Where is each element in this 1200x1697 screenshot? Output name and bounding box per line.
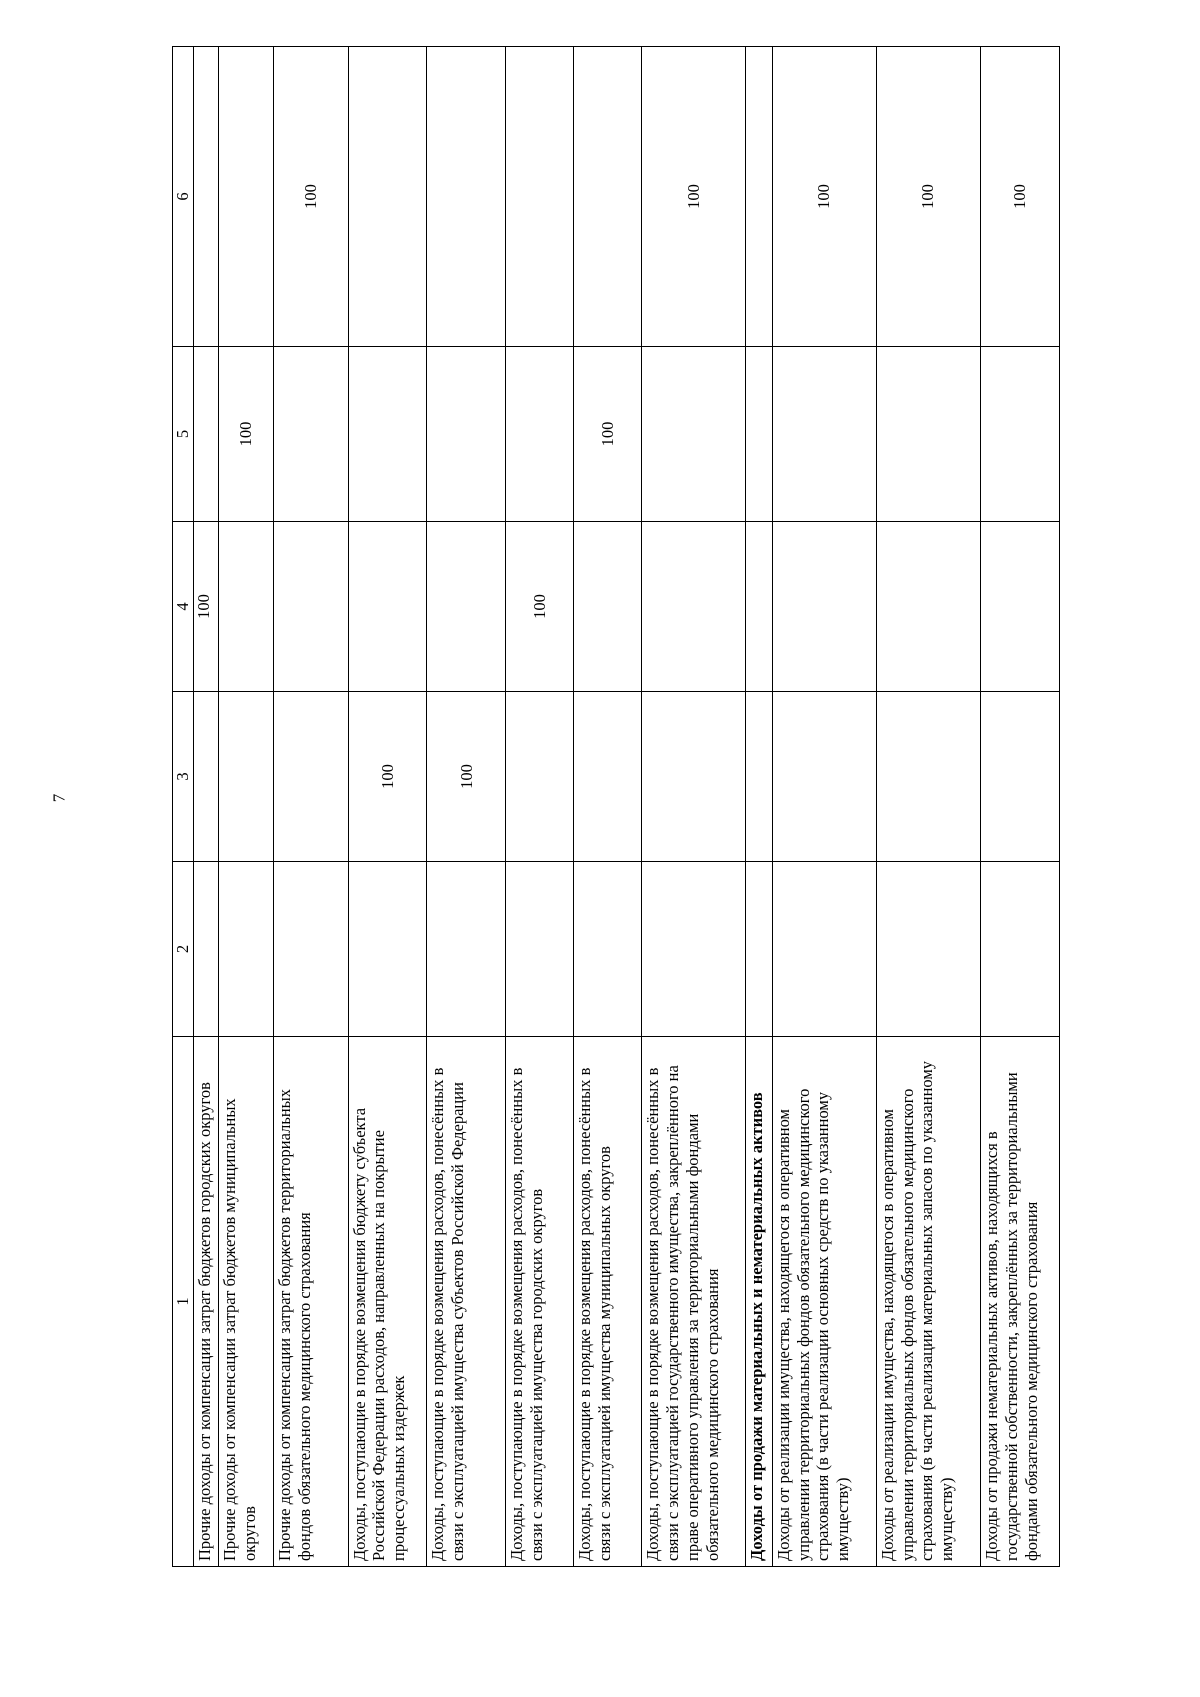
table-row bbox=[574, 47, 642, 1567]
value-cell bbox=[980, 522, 1059, 692]
value-cell bbox=[506, 47, 574, 347]
value-cell bbox=[274, 692, 349, 862]
value-cell bbox=[219, 47, 274, 347]
value-cell bbox=[746, 862, 772, 1037]
value-cell bbox=[772, 522, 876, 692]
value-cell bbox=[194, 692, 219, 862]
value-cell bbox=[427, 862, 506, 1037]
value-cell bbox=[219, 692, 274, 862]
section-heading: Доходы от продажи материальных и нематериальных активов bbox=[746, 1037, 772, 1567]
value-cell bbox=[427, 47, 506, 347]
value-cell bbox=[574, 862, 642, 1037]
table-row bbox=[980, 47, 1059, 1567]
value-cell bbox=[772, 692, 876, 862]
value-cell bbox=[574, 522, 642, 692]
value-cell bbox=[194, 347, 219, 522]
table-row bbox=[348, 47, 427, 1567]
value-cell bbox=[506, 692, 574, 862]
value-cell bbox=[642, 347, 746, 522]
column-header: 1 bbox=[173, 1037, 194, 1567]
value-cell bbox=[574, 47, 642, 347]
value-cell bbox=[772, 862, 876, 1037]
column-header: 2 bbox=[173, 862, 194, 1037]
row-label: Прочие доходы от компенсации затрат бюджетов муниципальных округов bbox=[219, 1037, 274, 1567]
value-cell bbox=[876, 347, 980, 522]
column-header: 6 bbox=[173, 47, 194, 347]
value-cell bbox=[980, 692, 1059, 862]
value-cell: 100 bbox=[506, 522, 574, 692]
value-cell bbox=[746, 522, 772, 692]
row-label: Прочие доходы от компенсации затрат бюджетов территориальных фондов обязательного медицинского страхования bbox=[274, 1037, 349, 1567]
value-cell bbox=[427, 522, 506, 692]
row-label: Доходы от реализации имущества, находящегося в оперативном управлении территориальных фондов обязательного медицинского страхования (в части реализации материальных запасов по указанному имуществу) bbox=[876, 1037, 980, 1567]
column-header: 3 bbox=[173, 692, 194, 862]
row-label: Доходы, поступающие в порядке возмещения расходов, понесённых в связи с эксплуатацией имущества муниципальных округов bbox=[574, 1037, 642, 1567]
table-row bbox=[427, 47, 506, 1567]
value-cell bbox=[194, 47, 219, 347]
table-row bbox=[642, 47, 746, 1567]
row-label: Доходы, поступающие в порядке возмещения расходов, понесённых в связи с эксплуатацией государственного имущества, закреплённого на праве оперативного управления за территориальными фондами обязательного медицинского страхования bbox=[642, 1037, 746, 1567]
row-label: Доходы, поступающие в порядке возмещения расходов, понесённых в связи с эксплуатацией имущества субъектов Российской Федерации bbox=[427, 1037, 506, 1567]
table-row bbox=[772, 47, 876, 1567]
value-cell: 100 bbox=[219, 347, 274, 522]
value-cell: 100 bbox=[348, 692, 427, 862]
value-cell: 100 bbox=[274, 47, 349, 347]
row-label: Доходы, поступающие в порядке возмещения бюджету субъекта Российской Федерации расходов, направленных на покрытие процессуальных издержек bbox=[348, 1037, 427, 1567]
value-cell: 100 bbox=[980, 47, 1059, 347]
value-cell bbox=[219, 862, 274, 1037]
value-cell: 100 bbox=[642, 47, 746, 347]
value-cell bbox=[274, 862, 349, 1037]
value-cell bbox=[746, 692, 772, 862]
value-cell: 100 bbox=[876, 47, 980, 347]
value-cell bbox=[876, 862, 980, 1037]
value-cell bbox=[980, 862, 1059, 1037]
value-cell bbox=[876, 522, 980, 692]
value-cell bbox=[574, 692, 642, 862]
value-cell bbox=[642, 522, 746, 692]
table-row bbox=[876, 47, 980, 1567]
value-cell: 100 bbox=[574, 347, 642, 522]
value-cell bbox=[194, 862, 219, 1037]
table-section-row bbox=[746, 47, 772, 1567]
value-cell bbox=[980, 347, 1059, 522]
row-label: Доходы, поступающие в порядке возмещения расходов, понесённых в связи с эксплуатацией имущества городских округов bbox=[506, 1037, 574, 1567]
value-cell bbox=[642, 862, 746, 1037]
value-cell: 100 bbox=[772, 47, 876, 347]
value-cell bbox=[348, 47, 427, 347]
table-row bbox=[274, 47, 349, 1567]
value-cell bbox=[348, 522, 427, 692]
table-row bbox=[194, 47, 219, 1567]
value-cell bbox=[274, 347, 349, 522]
value-cell bbox=[506, 862, 574, 1037]
value-cell bbox=[876, 692, 980, 862]
row-label: Прочие доходы от компенсации затрат бюджетов городских округов bbox=[194, 1037, 219, 1567]
column-header: 5 bbox=[173, 347, 194, 522]
table-header-row bbox=[173, 47, 194, 1567]
value-cell bbox=[348, 862, 427, 1037]
value-cell bbox=[348, 347, 427, 522]
column-header: 4 bbox=[173, 522, 194, 692]
value-cell bbox=[746, 47, 772, 347]
value-cell bbox=[274, 522, 349, 692]
value-cell bbox=[746, 347, 772, 522]
value-cell bbox=[427, 347, 506, 522]
table-row bbox=[219, 47, 274, 1567]
row-label: Доходы от продажи нематериальных активов, находящихся в государственной собственности, закреплённых за территориальными фондами обязательного медицинского страхования bbox=[980, 1037, 1059, 1567]
value-cell bbox=[642, 692, 746, 862]
row-label: Доходы от реализации имущества, находящегося в оперативном управлении территориальных фондов обязательного медицинского страхования (в части реализации основных средств по указанному имуществу) bbox=[772, 1037, 876, 1567]
value-cell bbox=[506, 347, 574, 522]
value-cell: 100 bbox=[194, 522, 219, 692]
revenue-distribution-table bbox=[172, 46, 1060, 1567]
rotated-table-sheet bbox=[172, 47, 1060, 1567]
page-number: 7 bbox=[49, 793, 69, 803]
value-cell: 100 bbox=[427, 692, 506, 862]
value-cell bbox=[772, 347, 876, 522]
table-row bbox=[506, 47, 574, 1567]
value-cell bbox=[219, 522, 274, 692]
